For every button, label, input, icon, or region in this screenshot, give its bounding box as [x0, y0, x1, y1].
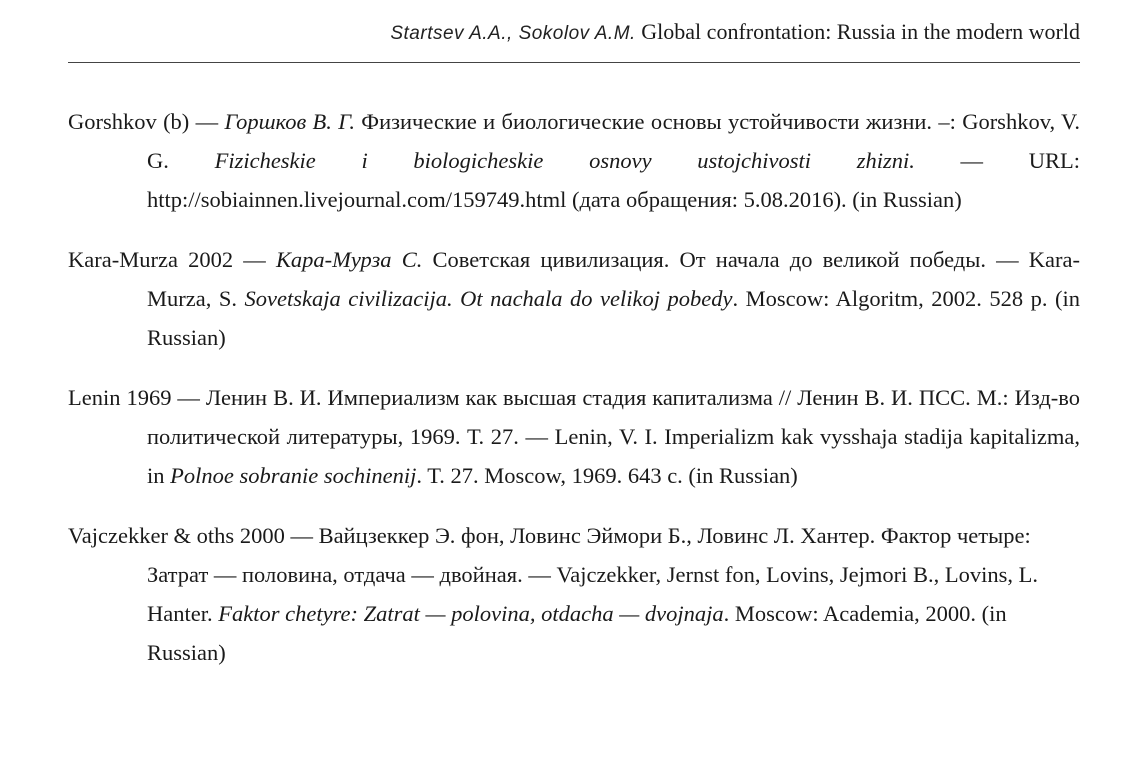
ref-translit-title: Sovetskaja civilizacija. Ot nachala do velikoj pobedy	[244, 286, 733, 311]
ref-lead: Vajczekker & oths 2000 — Вайцзеккер Э. фон, Ловинс Эймори Б., Ловинс Л. Хантер. Фактор четыре: Затрат — половина, отдача — двойная. — Vajczekker, Jernst fon, Lovins, Jejmori B., Lovins, L. Hanter.	[68, 523, 1038, 626]
ref-key: Kara-Murza 2002 —	[68, 247, 276, 272]
header-authors: Startsev A.A., Sokolov A.M.	[390, 23, 636, 44]
ref-tail: — URL: http://sobiainnen.livejournal.com/159749.html (дата обращения: 5.08.2016). (in Russian)	[147, 148, 1080, 212]
reference-kara-murza	[68, 240, 1080, 357]
header-divider	[68, 62, 1080, 63]
ref-translit-title: Faktor chetyre: Zatrat — polovina, otdacha — dvojnaja	[218, 601, 724, 626]
ref-lead: Lenin 1969 — Ленин В. И. Империализм как высшая стадия капитализма // Ленин В. И. ПСС. М.: Изд-во политической литературы, 1969. Т. 27. — Lenin, V. I. Imperializm kak vysshaja stadija kapitalizma, in	[68, 385, 1080, 488]
ref-ru-title: Физические и биологические основы устойчивости жизни. –: Gorshkov, V. G.	[147, 109, 1080, 173]
ref-translit-title: Fizicheskie i biologicheskie osnovy ustojchivosti zhizni.	[214, 148, 915, 173]
ref-key: Gorshkov (b) —	[68, 109, 225, 134]
running-header	[68, 17, 1080, 47]
ref-ru-author: Кара-Мурза С.	[275, 247, 423, 272]
reference-gorshkov	[68, 102, 1080, 219]
ref-ru-title: Советская цивилизация. От начала до великой победы. — Kara-Murza, S.	[147, 247, 1081, 311]
ref-translit-title: Polnoe sobranie sochinenij	[170, 463, 417, 488]
ref-ru-author: Горшков В. Г.	[224, 109, 355, 134]
reference-lenin	[68, 378, 1080, 495]
ref-tail: . Moscow: Academia, 2000. (in Russian)	[147, 601, 1007, 665]
header-title: Global confrontation: Russia in the modern world	[641, 19, 1080, 44]
reference-list	[68, 102, 1080, 693]
reference-vajczekker	[68, 516, 1080, 672]
ref-tail: . T. 27. Moscow, 1969. 643 с. (in Russian)	[416, 463, 798, 488]
ref-tail: . Moscow: Algoritm, 2002. 528 p. (in Russian)	[147, 286, 1080, 350]
